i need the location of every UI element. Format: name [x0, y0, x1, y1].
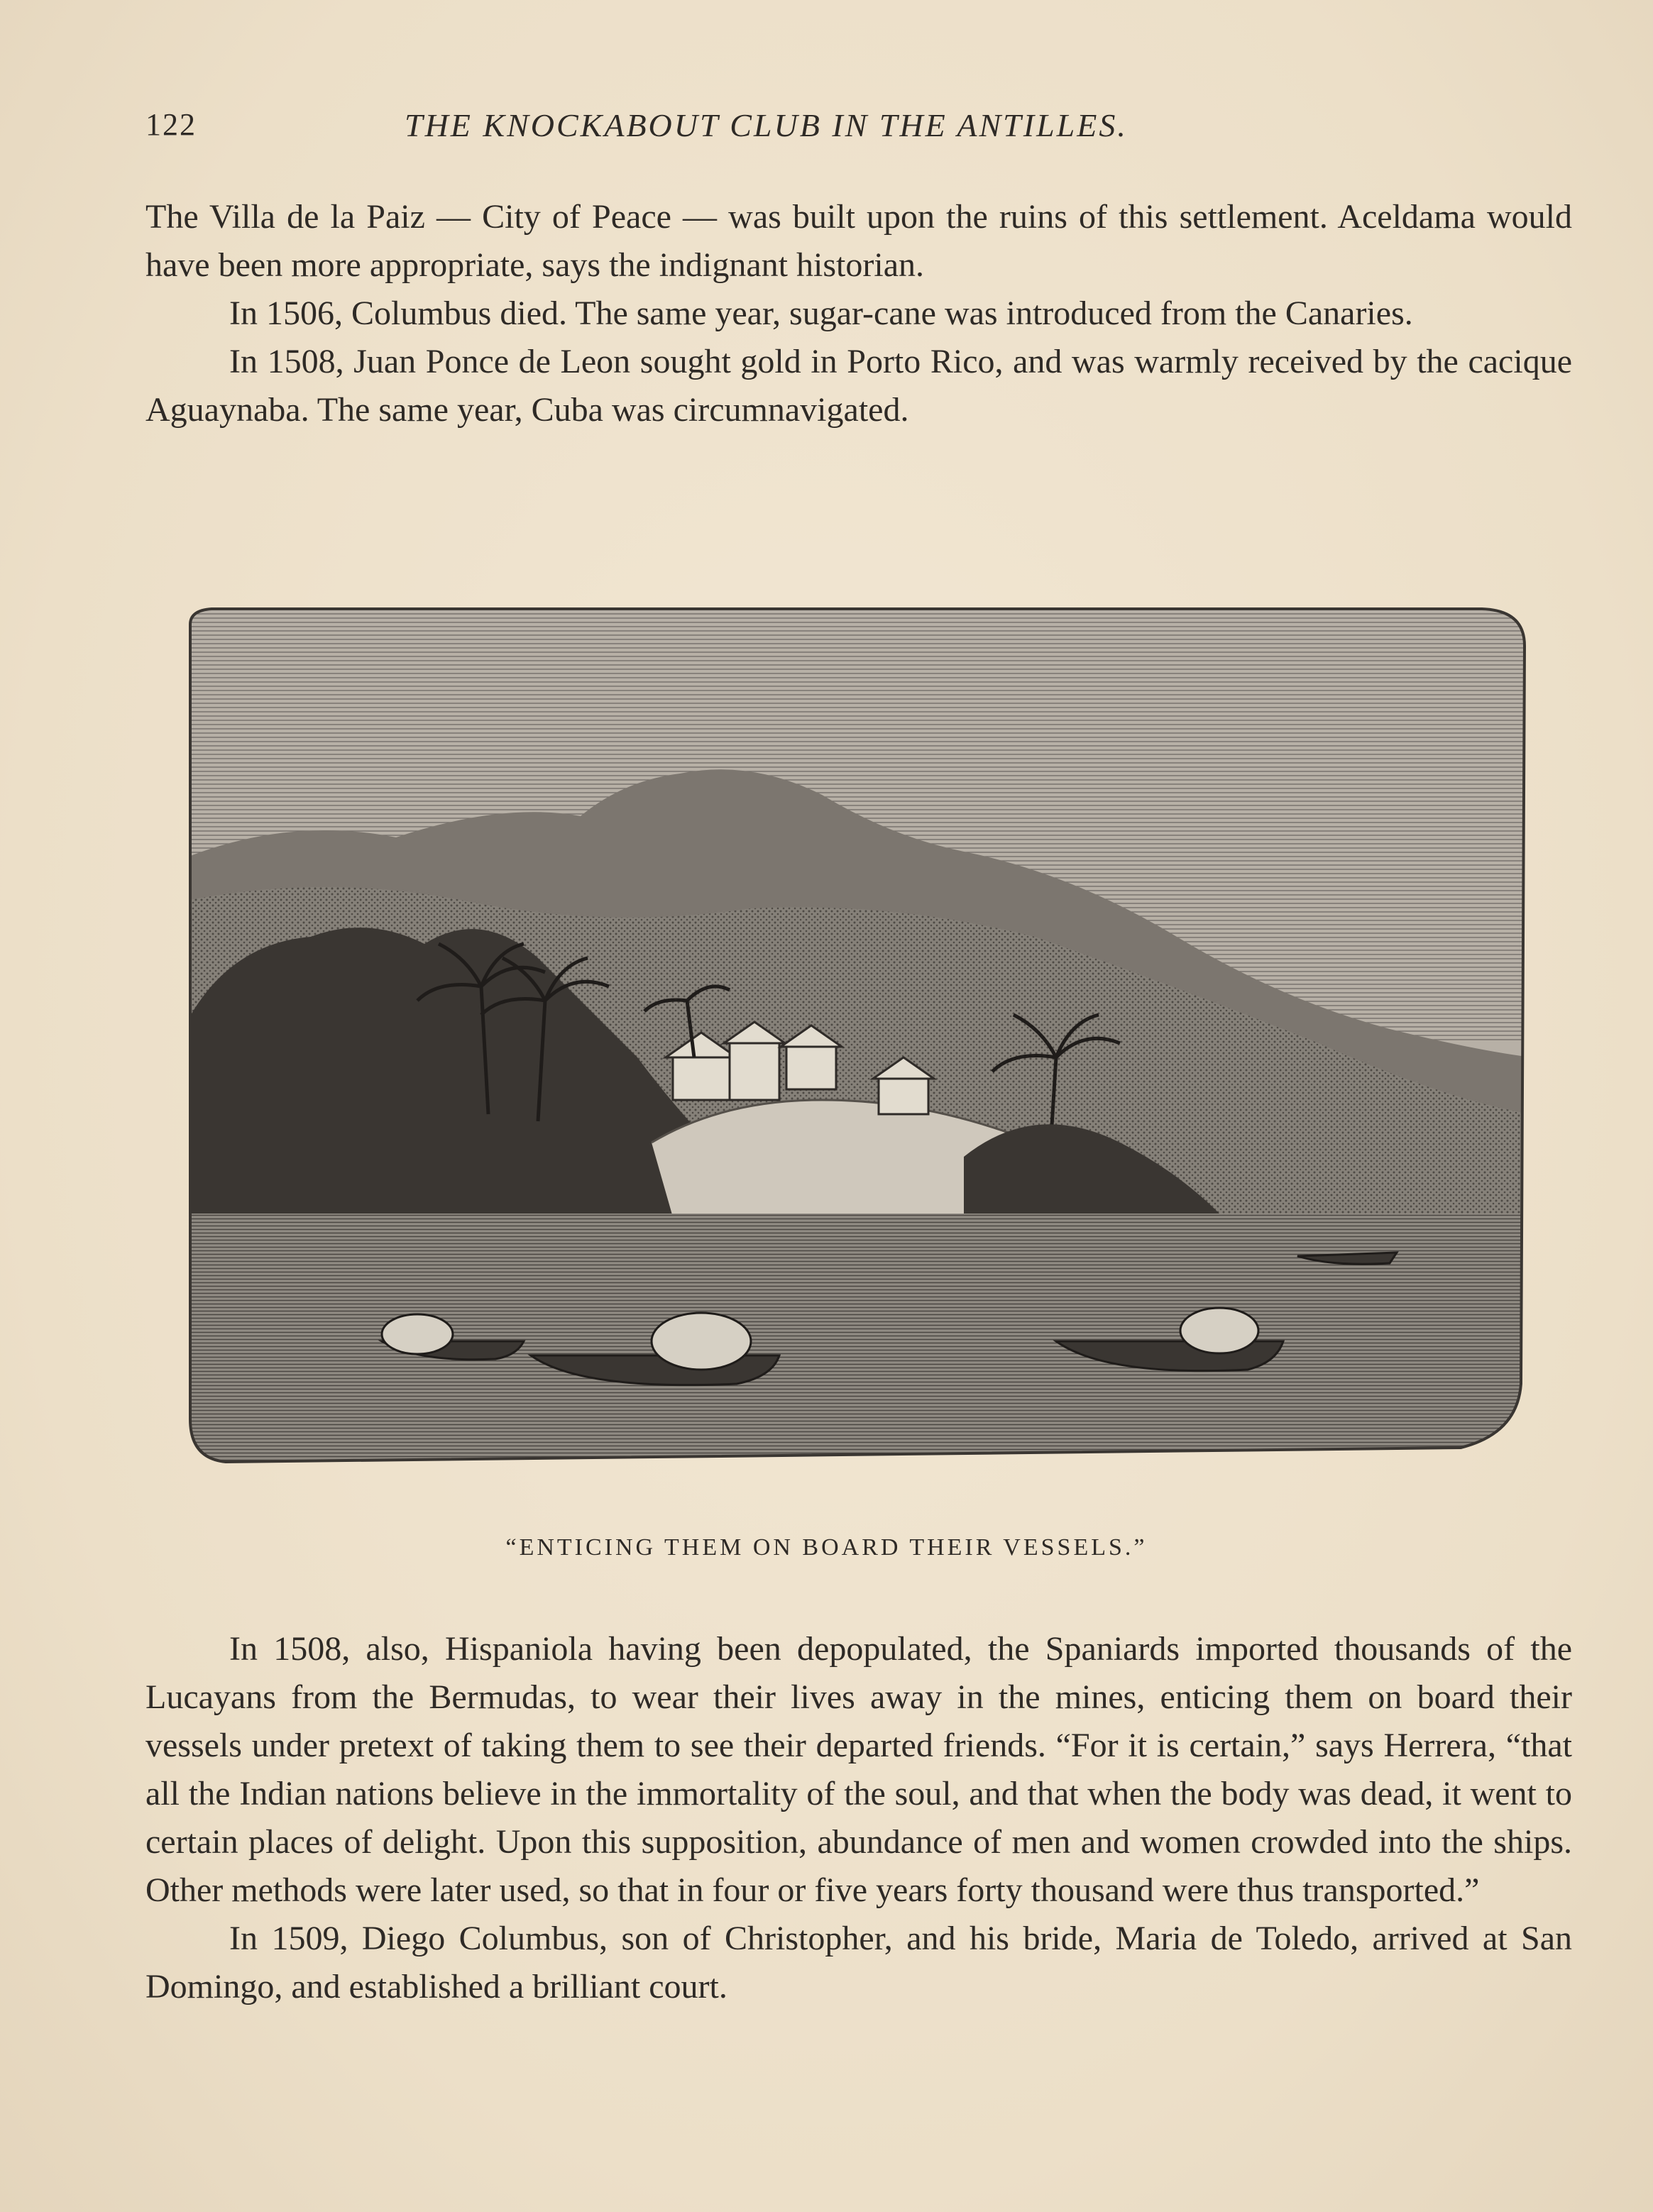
- paragraph: In 1509, Diego Columbus, son of Christopher, and his bride, Maria de Toledo, arrived at San Domingo, and established a brilliant court.: [145, 1920, 1572, 2005]
- paragraph: In 1508, also, Hispaniola having been depopulated, the Spaniards imported thousands of the Lucayans from the Bermudas, to wear their lives away in the mines, enticing them on board their vessels under pretext of taking them to see their departed friends. “For it is certain,” says Herrera, “that all the Indian nations believe in the immortality of the soul, and that when the body was dead, it went to certain places of delight. Upon this supposition, abundance of men and women crowded into the ships. Other methods were later used, so that in four or five years forty thousand were thus transported.”: [145, 1630, 1572, 1909]
- paragraph: In 1506, Columbus died. The same year, sugar-cane was introduced from the Canaries.: [229, 295, 1413, 332]
- paragraph: In 1508, Juan Ponce de Leon sought gold in Porto Rico, and was warmly received by the cacique Aguaynaba. The same year, Cuba was circumnavigated.: [145, 343, 1572, 429]
- body-text-top: [145, 193, 1572, 434]
- engraving-illustration: [183, 603, 1532, 1490]
- page-number: 122: [145, 107, 197, 142]
- paragraph: The Villa de la Paiz — City of Peace — was built upon the ruins of this settlement. Aceldama would have been more appropriate, says the indignant historian.: [145, 198, 1572, 284]
- running-title: THE KNOCKABOUT CLUB IN THE ANTILLES.: [405, 107, 1128, 143]
- figure-caption: “ENTICING THEM ON BOARD THEIR VESSELS.”: [505, 1534, 1148, 1561]
- body-text-bottom: [145, 1625, 1572, 2011]
- running-head: [145, 106, 1324, 149]
